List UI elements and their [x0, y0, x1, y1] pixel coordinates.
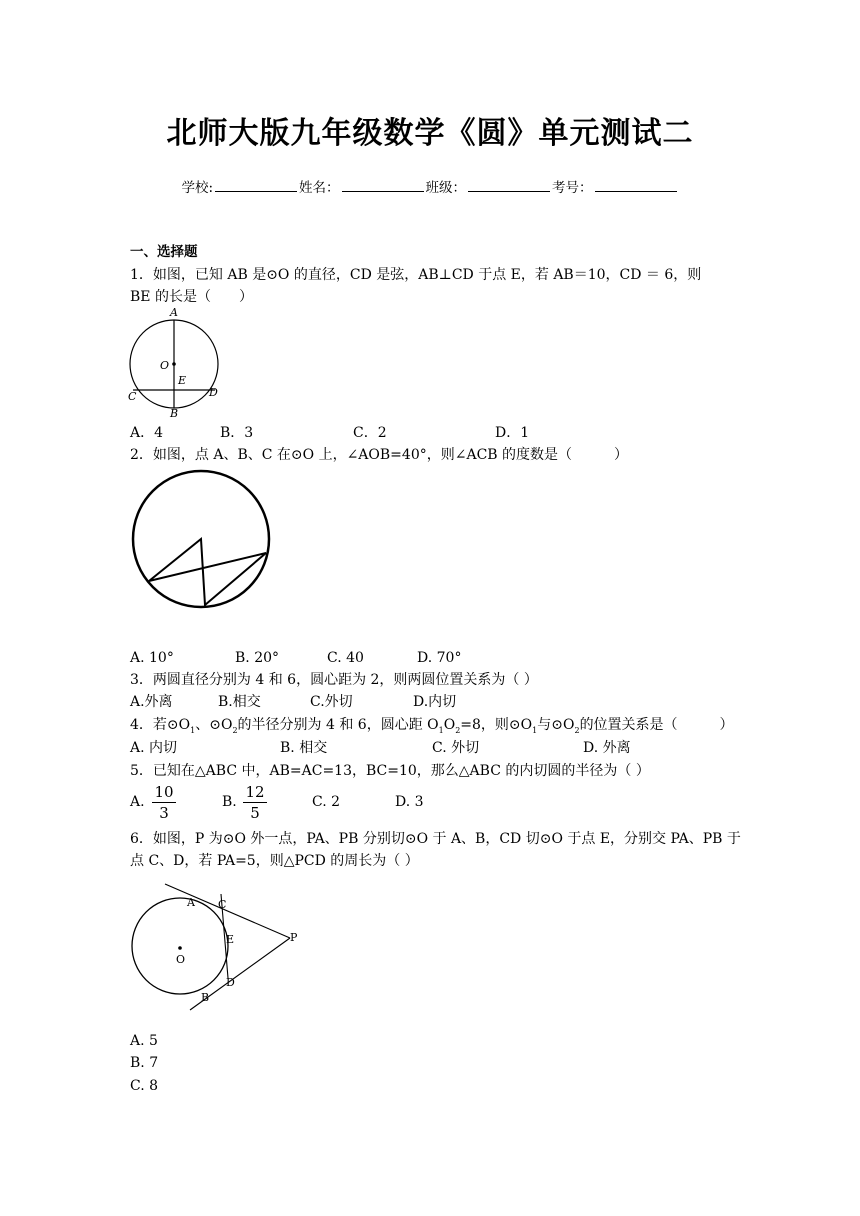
- q1-label-b: B: [170, 407, 179, 420]
- q5-text: 5．已知在△ABC 中，AB=AC=13，BC=10，那么△ABC 的内切圆的半径为（ ）: [130, 763, 650, 779]
- q3-option-a[interactable]: A.外离: [130, 694, 173, 710]
- student-info-line: [0, 176, 860, 196]
- q6-tangent-pa: [165, 884, 290, 938]
- q1-text-line2: BE 的长是（ ）: [130, 289, 253, 305]
- q1-option-b[interactable]: B．3: [220, 425, 254, 441]
- q5-option-a-label[interactable]: A.: [130, 794, 145, 810]
- q6-label-c: C: [218, 898, 227, 911]
- q5-option-c[interactable]: C. 2: [312, 794, 341, 810]
- number-label: 考号：: [552, 180, 593, 196]
- q6-label-d: D: [226, 976, 235, 989]
- q1-label-e: E: [178, 374, 187, 387]
- q5-option-d[interactable]: D. 3: [395, 794, 424, 810]
- q6-text-line1: 6．如图，P 为⊙O 外一点，PA、PB 分别切⊙O 于 A、B，CD 切⊙O 于点 E，分别交 PA、PB 于: [130, 831, 741, 847]
- class-blank[interactable]: [468, 179, 550, 192]
- section-heading: 一、选择题: [130, 244, 198, 260]
- q4-option-c[interactable]: C. 外切: [432, 740, 480, 756]
- q1-label-d: D: [209, 386, 218, 399]
- q2-option-a[interactable]: A. 10°: [130, 650, 174, 666]
- q4-text: 4．若$⊙O_1$、$⊙O_2$的半径分别为 4 和 6，圆心距 $O_1O_2=8$，则$⊙O_1$与$⊙O_2$的位置关系是（ ）: [130, 717, 734, 735]
- q3-option-c[interactable]: C.外切: [310, 694, 353, 710]
- q6-text-line2: 点 C、D，若 PA=5，则△PCD 的周长为（ ）: [130, 853, 419, 869]
- q3-option-d[interactable]: D.内切: [413, 694, 457, 710]
- q2-option-d[interactable]: D. 70°: [417, 650, 462, 666]
- q5-option-a-numerator: 10: [152, 782, 176, 803]
- q6-option-c[interactable]: C. 8: [130, 1078, 159, 1094]
- page-title: 北师大版九年级数学《圆》单元测试二: [166, 116, 694, 151]
- q5-option-b-fraction[interactable]: [243, 782, 267, 823]
- q1-center-dot: [172, 362, 176, 366]
- q4-option-d[interactable]: D. 外离: [583, 740, 631, 756]
- name-label: 姓名：: [299, 180, 340, 196]
- q6-figure: [125, 878, 315, 1023]
- school-label: 学校:: [181, 180, 214, 196]
- q2-triangle-lines: [149, 539, 266, 605]
- q2-text: 2．如图，点 A、B、C 在⊙O 上，∠AOB=40°，则∠ACB 的度数是（ ）: [130, 447, 629, 463]
- q2-option-b[interactable]: B. 20°: [235, 650, 280, 666]
- q6-circle: [132, 898, 228, 994]
- q5-option-a-fraction[interactable]: [152, 782, 176, 823]
- q2-option-c[interactable]: C. 40: [327, 650, 364, 666]
- name-blank[interactable]: [342, 179, 424, 192]
- q6-label-a: A: [187, 896, 195, 909]
- q2-figure: [125, 465, 280, 615]
- q1-label-c: C: [128, 390, 137, 403]
- q1-label-a: A: [170, 306, 178, 319]
- q6-option-a[interactable]: A. 5: [130, 1033, 158, 1049]
- q6-label-b: B: [201, 991, 210, 1004]
- q5-option-b-denominator: 5: [250, 804, 260, 822]
- q1-figure: [120, 304, 230, 422]
- number-blank[interactable]: [595, 179, 677, 192]
- q5-option-a-denominator: 3: [159, 804, 169, 822]
- school-blank[interactable]: [215, 179, 297, 192]
- q6-label-p: P: [290, 931, 298, 944]
- q3-option-b[interactable]: B.相交: [218, 694, 261, 710]
- q1-option-d[interactable]: D．1: [495, 425, 530, 441]
- q6-label-e: E: [226, 933, 235, 946]
- q1-label-o: O: [160, 359, 170, 372]
- q1-text-line1: 1．如图，已知 AB 是⊙O 的直径，CD 是弦，AB⊥CD 于点 E，若 AB＝10，CD ＝ 6，则: [130, 267, 702, 283]
- q6-label-o: O: [176, 953, 186, 966]
- q5-option-b-label[interactable]: B.: [222, 794, 237, 810]
- q4-option-b[interactable]: B. 相交: [280, 740, 328, 756]
- q5-option-b-numerator: 12: [243, 782, 267, 803]
- q3-text: 3．两圆直径分别为 4 和 6，圆心距为 2，则两圆位置关系为（ ）: [130, 672, 538, 688]
- q6-center-dot: [178, 946, 182, 950]
- q1-option-a[interactable]: A．4: [130, 425, 164, 441]
- q4-option-a[interactable]: A. 内切: [130, 740, 178, 756]
- q1-option-c[interactable]: C．2: [353, 425, 387, 441]
- q6-option-b[interactable]: B. 7: [130, 1055, 159, 1071]
- class-label: 班级：: [425, 180, 467, 196]
